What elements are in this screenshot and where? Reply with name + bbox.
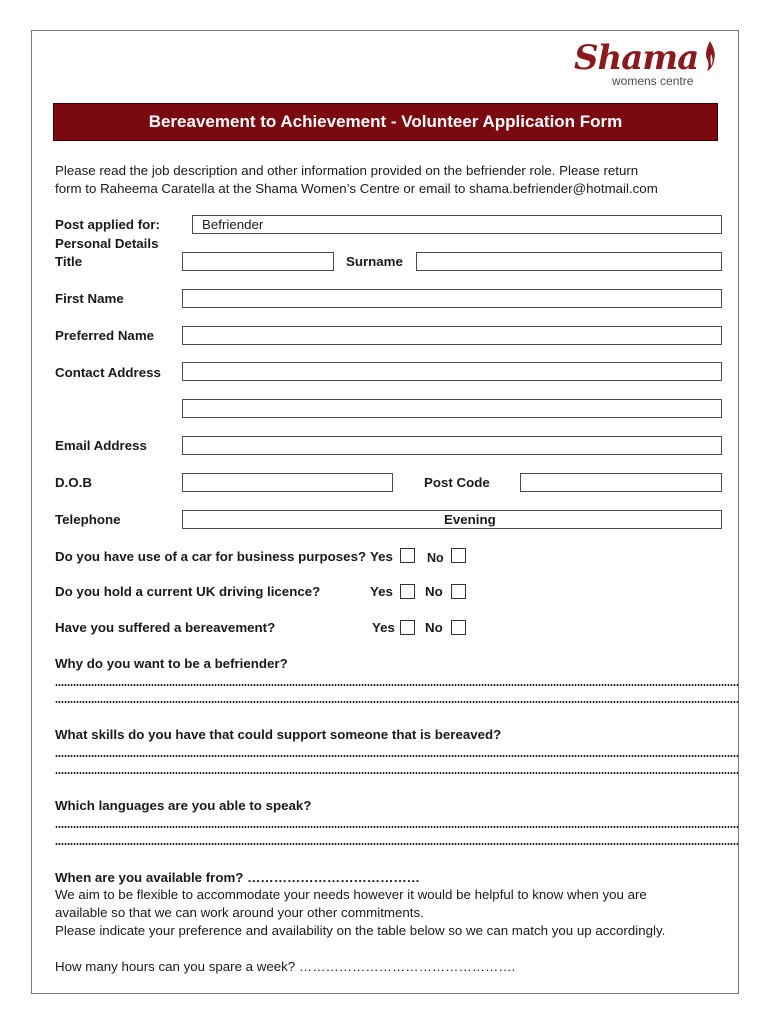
surname-label: Surname [346,254,403,269]
evening-label: Evening [444,512,496,527]
bereavement-question: Have you suffered a bereavement? [55,620,276,635]
intro-line-1: Please read the job description and other information provided on the befriender role. Please return [55,163,639,178]
bereavement-yes-label: Yes [372,620,395,635]
car-no-checkbox[interactable] [451,548,466,563]
post-applied-value: Befriender [202,217,264,232]
email-field[interactable] [182,436,722,455]
first-name-label: First Name [55,291,124,306]
hours-question: How many hours can you spare a week? …………………………………………. [55,959,516,974]
skills-answer-line-1[interactable] [55,755,739,757]
skills-answer-line-2[interactable] [55,772,739,774]
licence-no-label: No [425,584,443,599]
skills-question: What skills do you have that could support someone that is bereaved? [55,727,502,742]
post-applied-label: Post applied for: [55,217,160,232]
form-title-banner: Bereavement to Achievement - Volunteer Application Form [53,103,718,141]
intro-line-2: form to Raheema Caratella at the Shama Women’s Centre or email to shama.befriender@hotmail.com [55,181,658,196]
languages-answer-line-2[interactable] [55,843,739,845]
languages-answer-line-1[interactable] [55,826,739,828]
why-question: Why do you want to be a befriender? [55,656,288,671]
licence-question: Do you hold a current UK driving licence? [55,584,321,599]
availability-line-1: We aim to be flexible to accommodate your needs however it would be helpful to know when you are [55,887,647,902]
dob-field[interactable] [182,473,393,492]
car-yes-label: Yes [370,549,393,564]
email-label: Email Address [55,438,147,453]
car-no-label: No [427,551,444,565]
postcode-label: Post Code [424,475,490,490]
dob-label: D.O.B [55,475,92,490]
title-field[interactable] [182,252,334,271]
flame-icon [703,40,717,72]
title-label: Title [55,254,83,269]
preferred-name-label: Preferred Name [55,328,155,343]
bereavement-yes-checkbox[interactable] [400,620,415,635]
car-yes-checkbox[interactable] [400,548,415,563]
first-name-field[interactable] [182,289,722,308]
why-answer-line-1[interactable] [55,684,739,686]
telephone-label: Telephone [55,512,121,527]
availability-line-3: Please indicate your preference and availability on the table below so we can match you up accordingly. [55,923,666,938]
contact-address-field-1[interactable] [182,362,722,381]
logo-name: Shama [574,38,699,78]
bereavement-no-label: No [425,620,443,635]
contact-address-field-2[interactable] [182,399,722,418]
postcode-field[interactable] [520,473,722,492]
licence-yes-checkbox[interactable] [400,584,415,599]
availability-heading: When are you available from? ………………………………… [55,870,420,885]
post-applied-field[interactable] [192,215,722,234]
why-answer-line-2[interactable] [55,701,739,703]
logo-subtitle: womens centre [612,74,694,88]
licence-yes-label: Yes [370,584,393,599]
availability-line-2: available so that we can work around your other commitments. [55,905,424,920]
telephone-field[interactable] [182,510,722,529]
contact-address-label: Contact Address [55,365,161,380]
personal-details-heading: Personal Details [55,236,159,251]
preferred-name-field[interactable] [182,326,722,345]
licence-no-checkbox[interactable] [451,584,466,599]
surname-field[interactable] [416,252,722,271]
languages-question: Which languages are you able to speak? [55,798,312,813]
bereavement-no-checkbox[interactable] [451,620,466,635]
car-question: Do you have use of a car for business purposes? [55,549,367,564]
